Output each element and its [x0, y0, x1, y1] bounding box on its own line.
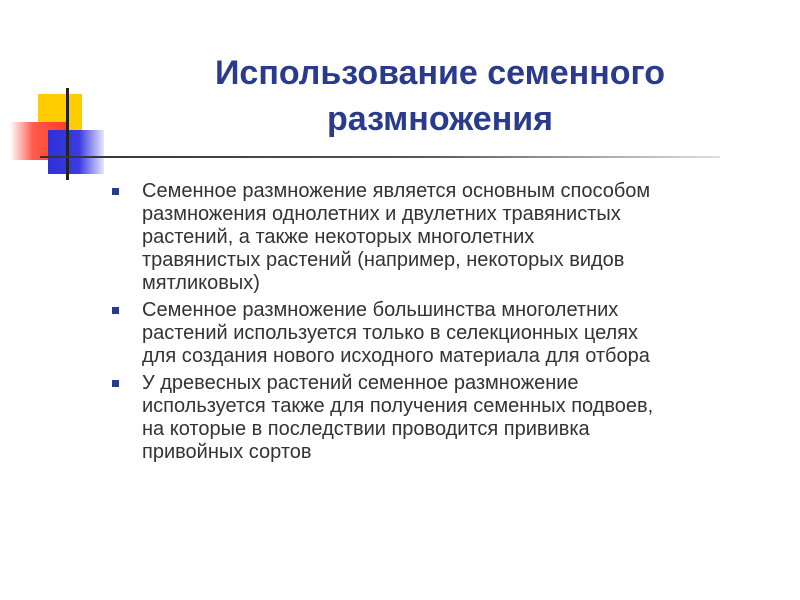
bullet-item — [110, 299, 770, 368]
slide-title: Использование семенного размножения — [214, 54, 666, 138]
square-bullet-icon — [112, 188, 119, 195]
decorative-vertical-line — [66, 88, 69, 180]
square-bullet-icon — [112, 380, 119, 387]
bullet-text: У древесных растений семенное размножение используется также для получения семенных подвоев, на которые в последствии проводится прививка привойных сортов — [142, 372, 654, 463]
bullet-text: Семенное размножение является основным способом размножения однолетних и двулетних травянистых растений, а также некоторых многолетних травянистых растений (например, некоторых видов мятликовых) — [142, 180, 651, 294]
bullet-list — [110, 180, 770, 468]
bullet-item — [110, 372, 770, 464]
title-underline — [40, 156, 720, 158]
bullet-text: Семенное размножение большинства многолетних растений используется только в селекционных целях для создания нового исходного материала для отбора — [142, 299, 650, 367]
decorative-blue-square — [48, 130, 104, 174]
square-bullet-icon — [112, 307, 119, 314]
bullet-item — [110, 180, 770, 295]
